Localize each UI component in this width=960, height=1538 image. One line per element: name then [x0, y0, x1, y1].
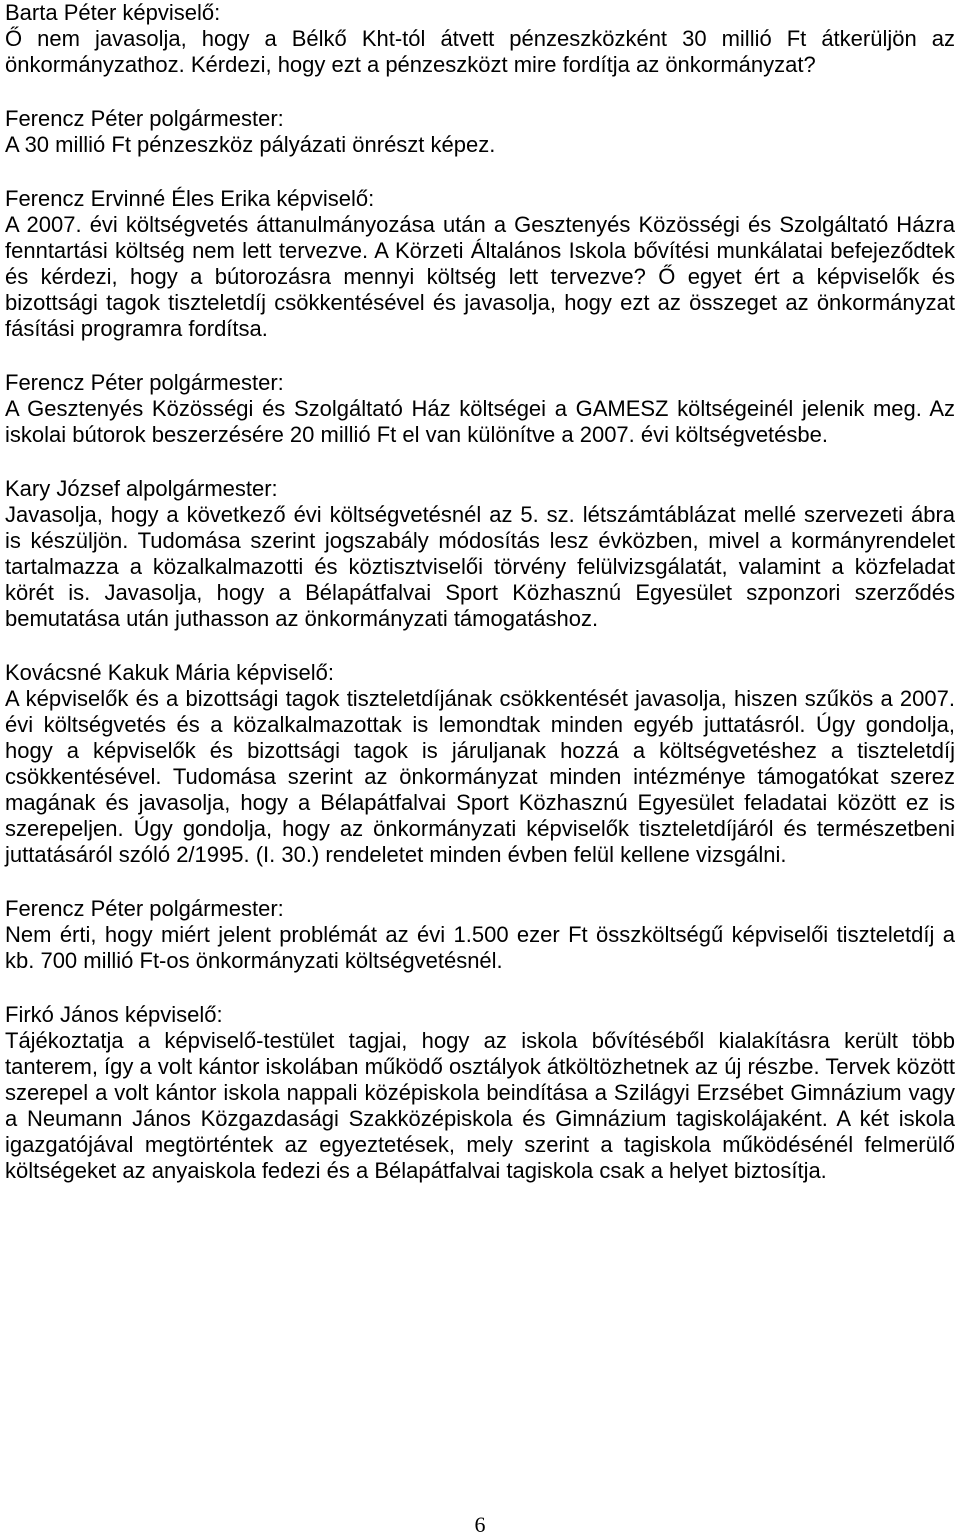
speaker-name: Firkó János képviselő:	[5, 1002, 223, 1027]
speech-entry	[5, 186, 955, 342]
speech-text: Tájékoztatja a képviselő-testület tagjai, hogy az iskola bővítéséből kialakításra került több tanterem, így a volt kántor iskolában működő osztályok átköltözhetnek az új részbe. Tervek között szerepel a volt kántor iskola nappali középiskola beindítása a Szilágyi Erzsébet Gimnázium vagy a Neumann János Közgazdasági Szakközépiskola és Gimnázium tagiskolájaként. A két iskola igazgatójával megtörténtek az egyeztetések, mely szerint a tagiskola működésénél felmerülő költségeket az anyaiskola fedezi és a Bélapátfalvai tagiskola csak a helyet biztosítja.	[5, 1028, 955, 1183]
speaker-name: Barta Péter képviselő:	[5, 0, 221, 25]
page-number: 6	[474, 1512, 486, 1537]
speech-text: A képviselők és a bizottsági tagok tiszteletdíjának csökkentését javasolja, hiszen szűkös a 2007. évi költségvetés és a közalkalmazottak is lemondtak minden egyéb juttatásról. Úgy gondolja, hogy a képviselők és bizottsági tagok is járuljanak hozzá a költségvetéshez a tiszteletdíj csökkentésével. Tudomása szerint az önkormányzat minden intézménye támogatókat szerez magának és javasolja, hogy a Bélapátfalvai Sport Közhasznú Egyesület feladatai között ez is szerepeljen. Úgy gondolja, hogy az önkormányzati képviselők tiszteletdíjáról és természetbeni juttatásáról szóló 2/1995. (I. 30.) rendeletet minden évben felül kellene vizsgálni.	[5, 686, 955, 867]
document-page	[5, 0, 955, 1212]
speaker-name: Ferencz Péter polgármester:	[5, 106, 284, 131]
speech-entry	[5, 896, 955, 974]
speech-text: A 2007. évi költségvetés áttanulmányozása után a Gesztenyés Közösségi és Szolgáltató Házra fenntartási költség nem lett tervezve. A Körzeti Általános Iskola bővítési munkálatai befejeződtek és kérdezi, hogy a bútorozásra mennyi költség lett tervezve? Ő egyet ért a képviselők és bizottsági tagok tiszteletdíj csökkentésével és javasolja, hogy ezt az összeget az önkormányzat fásítási programra fordítsa.	[5, 212, 955, 341]
speech-text: Ő nem javasolja, hogy a Bélkő Kht-tól átvett pénzeszközként 30 millió Ft átkerüljön az önkormányzathoz. Kérdezi, hogy ezt a pénzeszközt mire fordítja az önkormányzat?	[5, 26, 955, 77]
speech-text: A 30 millió Ft pénzeszköz pályázati önrészt képez.	[5, 132, 496, 157]
speech-text: A Gesztenyés Közösségi és Szolgáltató Ház költségei a GAMESZ költségeinél jelenik meg. Az iskolai bútorok beszerzésére 20 millió Ft el van különítve a 2007. évi költségvetésbe.	[5, 396, 955, 447]
speaker-name: Ferencz Péter polgármester:	[5, 896, 284, 921]
speech-text: Javasolja, hogy a következő évi költségvetésnél az 5. sz. létszámtáblázat mellé szervezeti ábra is készüljön. Tudomása szerint jogszabály módosítás lesz évközben, mivel a kormányrendelet tartalmazza a közalkalmazotti és köztisztviselői törvény felülvizsgálatát, valamint a közfeladat körét is. Javasolja, hogy a Bélapátfalvai Sport Közhasznú Egyesület szponzori szerződés bemutatása után juthasson az önkormányzati támogatáshoz.	[5, 502, 955, 631]
speech-entry	[5, 1002, 955, 1184]
speaker-name: Kovácsné Kakuk Mária képviselő:	[5, 660, 334, 685]
speech-entry	[5, 476, 955, 632]
speech-entry	[5, 660, 955, 868]
speaker-name: Ferencz Ervinné Éles Erika képviselő:	[5, 186, 375, 211]
speech-entry	[5, 370, 955, 448]
speaker-name: Kary József alpolgármester:	[5, 476, 278, 501]
speech-entry	[5, 0, 955, 78]
speech-text: Nem érti, hogy miért jelent problémát az évi 1.500 ezer Ft összköltségű képviselői tiszteletdíj a kb. 700 millió Ft-os önkormányzati költségvetésnél.	[5, 922, 955, 973]
speaker-name: Ferencz Péter polgármester:	[5, 370, 284, 395]
speech-entry	[5, 106, 955, 158]
